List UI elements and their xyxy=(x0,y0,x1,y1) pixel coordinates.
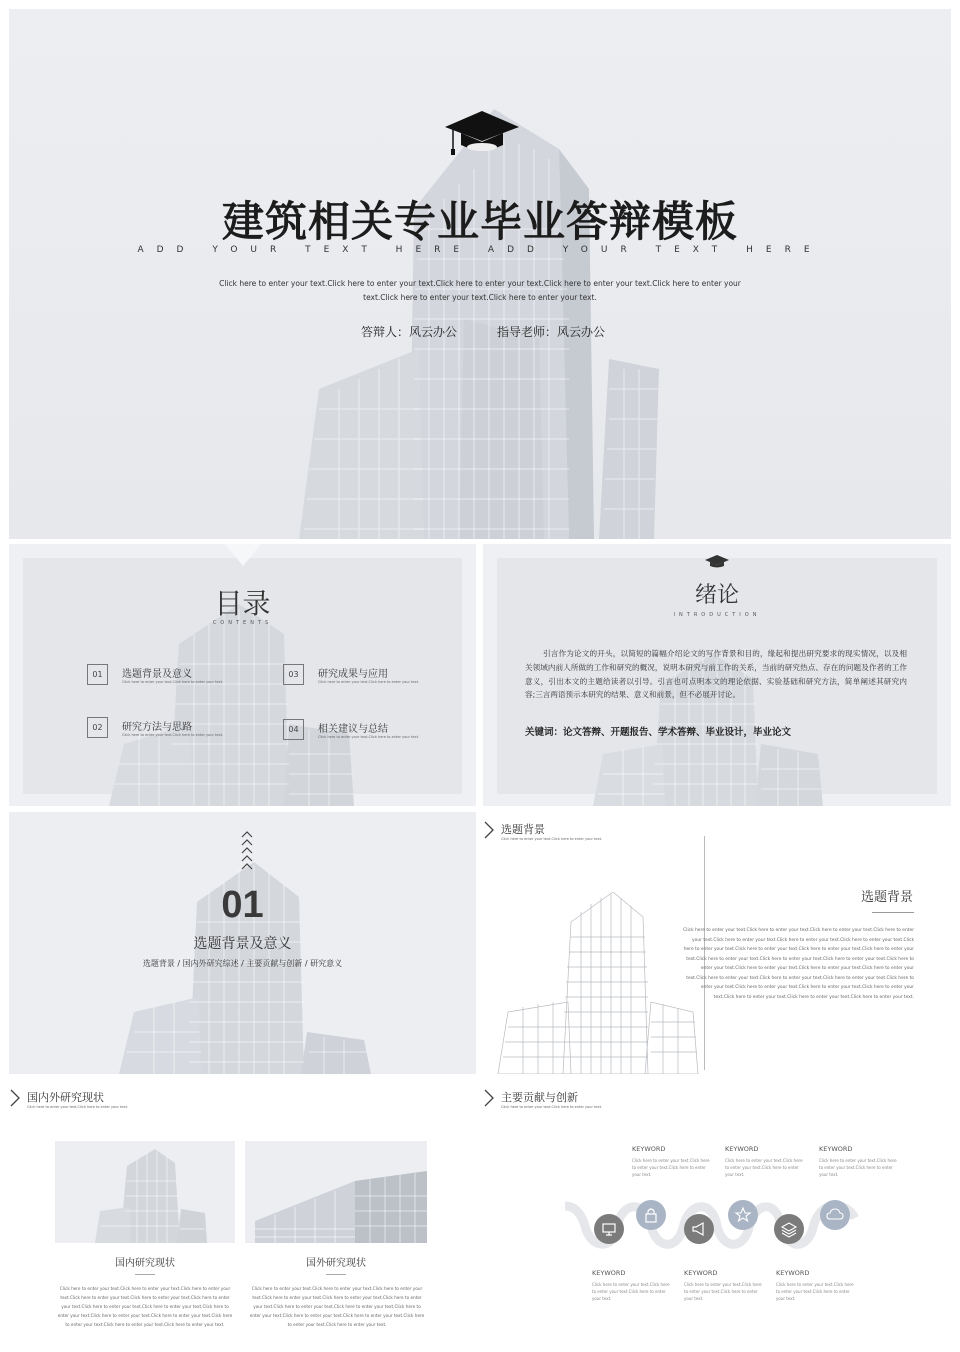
toc-item-label: 选题背景及意义 xyxy=(122,669,192,680)
toc-title-en: CONTENTS xyxy=(212,620,273,626)
keyword-label: KEYWORD xyxy=(776,1269,810,1277)
foreign-title: 国外研究现状 xyxy=(306,1258,366,1269)
intro-title: 绪论 xyxy=(694,583,739,608)
megaphone-icon xyxy=(684,1214,714,1244)
keyword-text: Click here to enter your text.Click here to enter your text.Click here to enter your text. xyxy=(592,1282,670,1302)
cloud-icon xyxy=(820,1200,850,1230)
domestic-title: 国内研究现状 xyxy=(115,1258,175,1269)
title-underline xyxy=(135,1274,155,1275)
toc-slide xyxy=(9,544,476,806)
skyscraper-sketch-image xyxy=(493,892,708,1074)
cover-advisor: 指导老师：风云办公 xyxy=(497,325,606,339)
section-subtopics: 选题背景 / 国内外研究综述 / 主要贡献与创新 / 研究意义 xyxy=(142,959,343,968)
domestic-photo xyxy=(55,1141,235,1243)
heading-title: 国内外研究现状 xyxy=(27,1091,104,1104)
keyword-text: Click here to enter your text.Click here to enter your text.Click here to enter your text. xyxy=(632,1158,710,1178)
chevrons-up-icon xyxy=(240,830,254,872)
intro-title-en: INTRODUCTION xyxy=(673,612,761,618)
graduation-cap-icon xyxy=(443,109,521,161)
cover-slide xyxy=(9,9,951,539)
toc-item-number: 02 xyxy=(87,717,108,738)
keyword-label: KEYWORD xyxy=(725,1145,759,1153)
background-slide xyxy=(483,812,951,1074)
graduation-cap-icon xyxy=(704,554,730,570)
chevron-right-icon xyxy=(483,820,495,840)
keyword-block xyxy=(776,1269,856,1303)
toc-title: 目录 xyxy=(214,587,271,620)
keyword-text: Click here to enter your text.Click here to enter your text.Click here to enter your text. xyxy=(819,1158,897,1178)
keyword-text: Click here to enter your text.Click here to enter your text.Click here to enter your text. xyxy=(684,1282,762,1302)
heading-title: 主要贡献与创新 xyxy=(501,1091,578,1104)
heading-title: 选题背景 xyxy=(501,823,545,836)
lock-icon xyxy=(636,1200,666,1230)
skyscraper-image xyxy=(109,604,369,806)
keyword-block xyxy=(725,1145,805,1179)
monitor-icon xyxy=(594,1214,624,1244)
keyword-block xyxy=(592,1269,672,1303)
building-image xyxy=(245,1141,427,1243)
toc-item-label: 研究成果与应用 xyxy=(318,669,388,680)
toc-notch xyxy=(225,544,261,566)
toc-item-sub: Click here to enter your text.Click here to enter your text. xyxy=(122,680,224,684)
keyword-text: Click here to enter your text.Click here to enter your text.Click here to enter your text. xyxy=(776,1282,854,1302)
section-title: 选题背景及意义 xyxy=(193,936,292,952)
cover-author: 答辩人：风云办公 xyxy=(361,325,458,339)
keyword-label: KEYWORD xyxy=(592,1269,626,1277)
title-underline xyxy=(326,1274,346,1275)
heading-subtitle: Click here to enter your text.Click here to enter your text. xyxy=(501,837,603,841)
research-slide xyxy=(9,1082,476,1344)
toc-item-number: 03 xyxy=(283,664,304,685)
background-right-text: Click here to enter your text.Click here to enter your text.Click here to enter your text.Click here to enter your text.Click here to enter your text.Click here to enter your text.Click here to enter your text.Click here to enter your text.Click here to enter your text.Click here to enter your text.Click here to enter your text.Click here to enter your text.Click here to enter your text.Click here to enter your text.Click here to enter your text.Click here to enter your text.Click here to enter your text.Click here to enter your text.Click here to enter your text.Click here to enter your text.Click here to enter your text.Click here to enter your text.Click here to enter your text.Click here to enter your text.Click here to enter your text.Click here to enter your text.Click here to enter your text.Click here to enter your text. xyxy=(683,928,914,1000)
title-underline xyxy=(872,912,914,913)
toc-item-label: 相关建议与总结 xyxy=(318,724,388,735)
skyscraper-image xyxy=(55,1141,235,1243)
intro-slide xyxy=(483,544,951,806)
toc-item-number: 01 xyxy=(87,664,108,685)
cover-subtitle: ADD YOUR TEXT HERE ADD YOUR TEXT HERE xyxy=(137,245,823,255)
heading-subtitle: Click here to enter your text.Click here to enter your text. xyxy=(27,1105,129,1109)
section-01-slide xyxy=(9,812,476,1074)
cover-description: Click here to enter your text.Click here to enter your text.Click here to enter your text.Click here to enter your text.Click here to enter your text.Click here to enter your text.Click here to enter your text. xyxy=(219,279,741,302)
keyword-block xyxy=(632,1145,712,1179)
toc-item-number: 04 xyxy=(283,719,304,740)
layers-icon xyxy=(774,1214,804,1244)
background-right-title: 选题背景 xyxy=(860,890,913,905)
toc-item-sub: Click here to enter your text.Click here to enter your text. xyxy=(122,733,224,737)
keyword-block xyxy=(819,1145,899,1179)
cover-title: 建筑相关专业毕业答辩模板 xyxy=(221,197,738,246)
foreign-text: Click here to enter your text.Click here to enter your text.Click here to enter your text.Click here to enter your text.Click here to enter your text.Click here to enter your text.Click here to enter your text.Click here to enter your text.Click here to enter your text.Click here to enter your text.Click here to enter your text.Click here to enter your text.Click here to enter your text. xyxy=(249,1286,425,1327)
keyword-block xyxy=(684,1269,764,1303)
keyword-text: Click here to enter your text.Click here to enter your text.Click here to enter your text. xyxy=(725,1158,803,1178)
intro-keywords: 关键词：论文答辩、开题报告、学术答辩、毕业设计，毕业论文 xyxy=(525,727,792,738)
intro-body: 引言作为论文的开头，以简短的篇幅介绍论文的写作背景和目的，缘起和提出研究要求的现实情况，以及相关领域内前人所做的工作和研究的概况，说明本研究与前工作的关系，当前的研究热点、存在的问题及作者的工作意义，引出本文的主题给读者以引导。引言也可点明本文的理论依据、实验基础和研究方法，简单阐述其研究内容;三言两语预示本研究的结果、意义和前景，但不必展开讨论。 xyxy=(525,649,907,700)
keyword-label: KEYWORD xyxy=(632,1145,666,1153)
section-number: 01 xyxy=(221,884,264,926)
toc-item-label: 研究方法与思路 xyxy=(122,722,192,733)
star-icon xyxy=(728,1200,758,1230)
contributions-slide xyxy=(483,1082,951,1344)
toc-item-sub: Click here to enter your text.Click here to enter your text. xyxy=(318,735,420,739)
chevron-right-icon xyxy=(483,1088,495,1108)
chevron-right-icon xyxy=(9,1088,21,1108)
keyword-label: KEYWORD xyxy=(819,1145,853,1153)
foreign-photo xyxy=(245,1141,427,1243)
domestic-text: Click here to enter your text.Click here to enter your text.Click here to enter your text.Click here to enter your text.Click here to enter your text.Click here to enter your text.Click here to enter your text.Click here to enter your text.Click here to enter your text.Click here to enter your text.Click here to enter your text.Click here to enter your text.Click here to enter your text.Click here to enter your text. xyxy=(57,1286,233,1327)
heading-subtitle: Click here to enter your text.Click here to enter your text. xyxy=(501,1105,603,1109)
toc-item-sub: Click here to enter your text.Click here to enter your text. xyxy=(318,680,420,684)
keyword-label: KEYWORD xyxy=(684,1269,718,1277)
